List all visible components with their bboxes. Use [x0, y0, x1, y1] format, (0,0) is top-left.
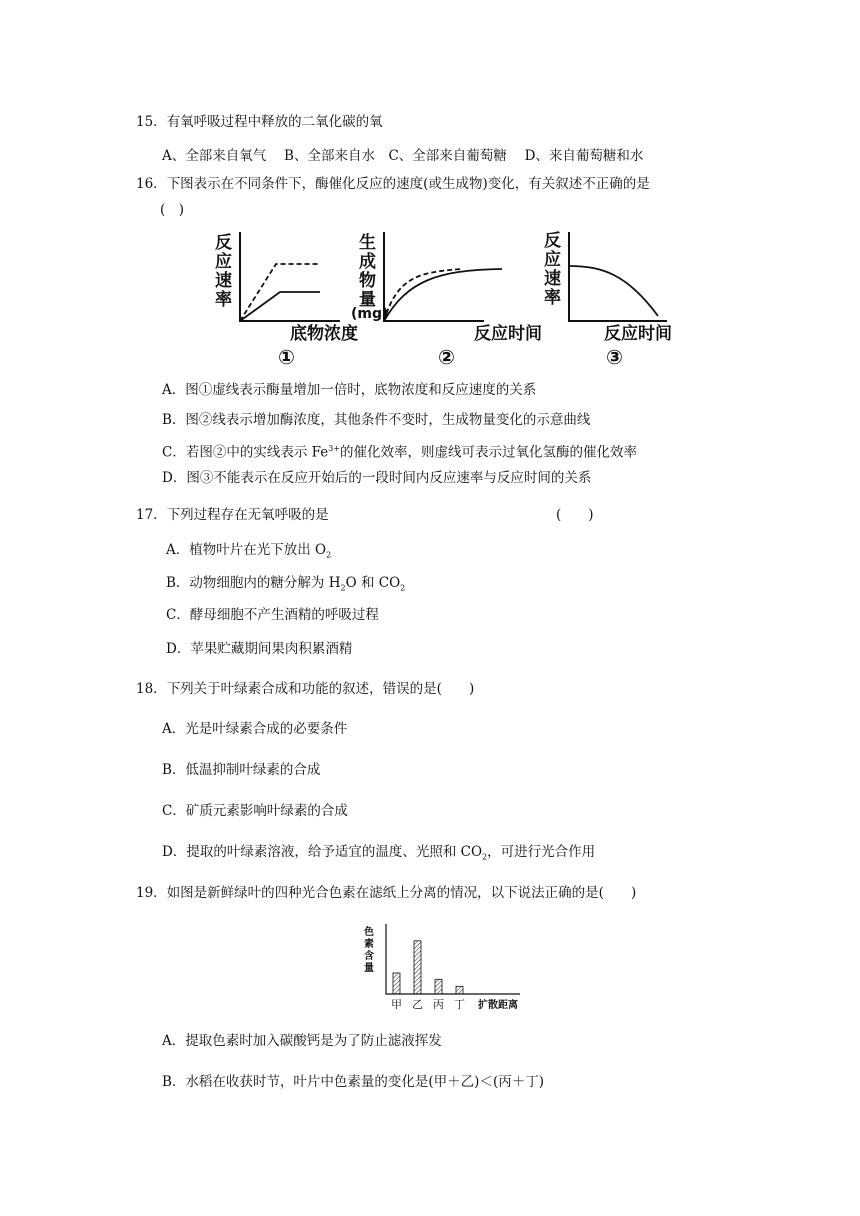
option-text: C．若图②中的实线表示 Fe [162, 444, 329, 461]
g1-axes [240, 232, 340, 321]
question-17 [136, 505, 329, 525]
q16-option-d: D．图③不能表示在反应开始后的一段时间内反应速率与反应时间的关系 [162, 470, 592, 486]
chart-ylabel-2: 素 [364, 939, 374, 950]
pigment-label: 乙 [412, 998, 423, 1011]
g1-ylabel-2: 应 [215, 252, 232, 272]
question-15 [136, 112, 383, 132]
q17-option-c: C．酵母细胞不产生酒精的呼吸过程 [166, 607, 379, 623]
question-number: 19． [136, 885, 167, 901]
q18-option-b: B．低温抑制叶绿素的合成 [162, 762, 321, 778]
pigment-label: 丁 [454, 998, 465, 1011]
question-number: 16． [136, 176, 167, 192]
g3-xlabel: 反应时间 [604, 324, 672, 344]
subscript: 2 [326, 550, 332, 560]
chart-xlabel: 扩散距离 [478, 1000, 518, 1011]
question-stem: 如图是新鲜绿叶的四种光合色素在滤纸上分离的情况，以下说法正确的是( ) [166, 885, 637, 901]
pigment-bar [393, 973, 400, 994]
question-number: 17． [136, 507, 167, 523]
pigment-bar [414, 941, 421, 994]
subscript: 2 [340, 583, 346, 593]
question-stem: 下列关于叶绿素合成和功能的叙述，错误的是( ) [166, 681, 475, 697]
g1-xlabel: 底物浓度 [290, 324, 358, 344]
option-text: ，可进行光合作用 [487, 844, 596, 860]
option-text: D．提取的叶绿素溶液，给予适宜的温度、光照和 CO [162, 844, 483, 860]
question-number: 15． [136, 114, 167, 130]
g2-ylabel-4: 量 [359, 290, 376, 310]
g1-ylabel-4: 率 [215, 290, 232, 310]
subscript: 2 [482, 852, 488, 862]
chart-ylabel-4: 量 [364, 963, 374, 974]
q19-option-a: A．提取色素时加入碳酸钙是为了防止滤液挥发 [162, 1033, 442, 1049]
chart-ylabel-3: 含 [364, 951, 374, 962]
g2-solid-curve [384, 269, 502, 321]
q17-option-a [166, 540, 331, 566]
g1-ylabel-3: 速 [215, 271, 232, 291]
q18-option-a: A．光是叶绿素合成的必要条件 [162, 721, 348, 737]
g3-ylabel-4: 率 [544, 288, 561, 308]
pigment-label: 甲 [391, 998, 402, 1011]
question-16 [136, 174, 650, 194]
g3-curve [569, 266, 658, 316]
superscript: 3+ [328, 444, 341, 453]
g2-ylabel-1: 生 [359, 233, 376, 253]
q19-option-b: B．水稻在收获时节，叶片中色素量的变化是(甲＋乙)＜(丙＋丁) [162, 1074, 544, 1090]
g2-axes [384, 232, 484, 321]
q16-option-a: A．图①虚线表示酶量增加一倍时，底物浓度和反应速度的关系 [162, 382, 537, 398]
answer-paren: ( ) [556, 507, 594, 523]
q16-option-b: B．图②线表示增加酶浓度，其他条件不变时，生成物量变化的示意曲线 [162, 412, 591, 428]
pigment-separation-chart [362, 920, 528, 1012]
question-18 [136, 679, 474, 699]
option-text: 的催化效率，则虚线可表示过氧化氢酶的催化效率 [340, 444, 638, 461]
question-number: 18． [136, 681, 167, 697]
g2-dashed-curve [384, 269, 462, 321]
option-text: A．植物叶片在光下放出 O [166, 542, 327, 558]
q15-options: A、全部来自氧气 B、全部来自水 C、全部来自葡萄糖 D、来自葡萄糖和水 [162, 148, 644, 164]
q16-option-c [162, 439, 637, 463]
option-text: O 和 CO [345, 575, 401, 591]
g3-ylabel-1: 反 [544, 231, 561, 251]
q18-option-c: C．矿质元素影响叶绿素的合成 [162, 803, 348, 819]
g2-ylabel-2: 成 [359, 252, 376, 272]
g1-number: ① [278, 345, 295, 369]
q17-option-d: D．苹果贮藏期间果肉积累酒精 [166, 641, 353, 657]
answer-paren: ( ) [160, 202, 185, 218]
enzyme-reaction-figure [212, 226, 682, 374]
chart-ylabel-1: 色 [364, 927, 374, 938]
g3-number: ③ [606, 345, 623, 369]
pigment-label: 丙 [433, 998, 444, 1011]
g2-ylabel-3: 物 [359, 271, 376, 291]
pigment-bar [435, 979, 442, 994]
chart-axes [386, 924, 520, 994]
g1-solid-line [240, 292, 320, 321]
subscript: 2 [400, 583, 406, 593]
g3-ylabel-3: 速 [544, 269, 561, 289]
g3-ylabel-2: 应 [544, 250, 561, 270]
q18-option-d [162, 842, 595, 868]
pigment-bar [456, 986, 463, 994]
g2-xlabel: 反应时间 [474, 324, 542, 344]
g2-unit: (mg) [351, 306, 389, 322]
question-19 [136, 883, 636, 903]
option-text: B．动物细胞内的糖分解为 H [166, 575, 341, 591]
question-stem: 下图表示在不同条件下，酶催化反应的速度(或生成物)变化，有关叙述不正确的是 [166, 176, 650, 192]
question-stem: 有氧呼吸过程中释放的二氧化碳的氧 [166, 114, 383, 130]
q17-option-b [166, 573, 405, 599]
g2-number: ② [438, 345, 455, 369]
g1-ylabel-1: 反 [215, 233, 232, 253]
question-stem: 下列过程存在无氧呼吸的是 [166, 507, 329, 523]
